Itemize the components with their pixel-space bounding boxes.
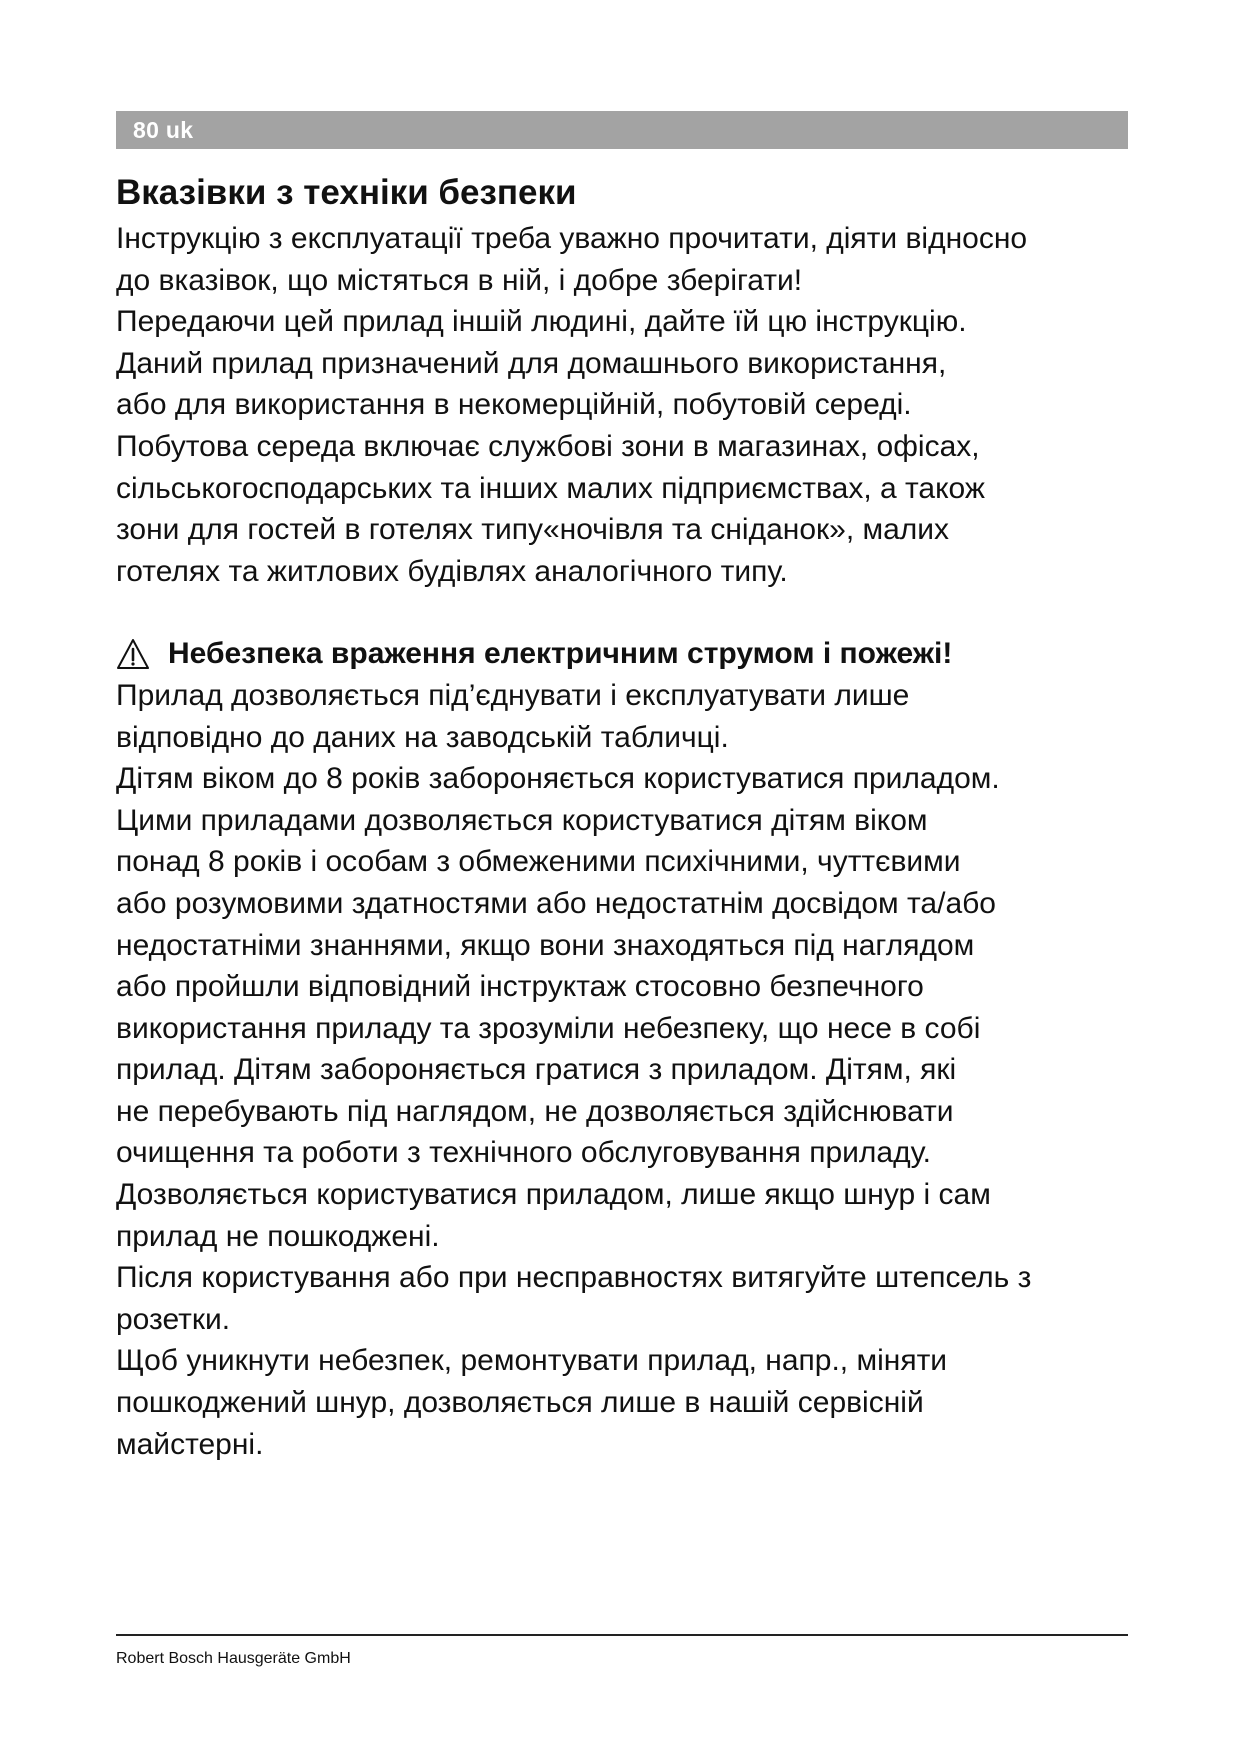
page-header-bar [116,111,1128,149]
footer-divider [116,1634,1128,1636]
text-line: Даний прилад призначений для домашнього використання, [116,346,947,380]
text-line: до вказівок, що містяться в ній, і добре зберігати! [116,263,803,297]
text-line: Дозволяється користуватися приладом, лише якщо шнур і сам [116,1178,991,1212]
paragraph-spacer [116,592,1146,633]
warning-heading-text: Небезпека враження електричним струмом і пожежі! [168,637,953,671]
text-line: або пройшли відповідний інструктаж стосовно безпечного [116,970,924,1004]
text-line: прилад. Дітям забороняється гратися з приладом. Дітям, які [116,1053,957,1087]
text-line: Інструкцію з експлуатації треба уважно прочитати, діяти відносно [116,222,1028,255]
section-heading: Вказівки з техніки безпеки [116,173,577,212]
text-line: розетки. [116,1302,231,1336]
text-line: сільськогосподарських та інших малих підприємствах, а також [116,471,985,505]
text-line: або для використання в некомерційній, побутовій середі. [116,388,912,422]
text-line: готелях та житлових будівлях аналогічного типу. [116,554,788,588]
text-line: Дітям віком до 8 років забороняється користуватися приладом. [116,762,1000,796]
text-line: використання приладу та зрозуміли небезпеку, що несе в собі [116,1011,981,1045]
warning-triangle-icon [116,638,150,670]
text-line: Щоб уникнути небезпек, ремонтувати прилад, напр., міняти [116,1344,948,1378]
text-line: Прилад дозволяється під’єднувати і експлуатувати лише [116,678,910,712]
text-line: прилад не пошкоджені. [116,1219,440,1253]
text-line: очищення та роботи з технічного обслуговування приладу. [116,1136,931,1170]
text-line: зони для гостей в готелях типу«ночівля та сніданок», малих [116,513,950,547]
text-line: пошкоджений шнур, дозволяється лише в нашій сервісній [116,1386,924,1420]
text-line: недостатніми знаннями, якщо вони знаходяться під наглядом [116,928,975,962]
text-line: Побутова середа включає службові зони в магазинах, офісах, [116,429,980,463]
text-line: не перебувають під наглядом, не дозволяється здійснювати [116,1094,954,1128]
footer-company: Robert Bosch Hausgeräte GmbH [116,1650,351,1667]
text-line: понад 8 років і особам з обмеженими психічними, чуттєвими [116,845,961,879]
text-line: Цими приладами дозволяється користуватися дітям віком [116,803,928,837]
page-number-label: 80 uk [133,116,194,143]
main-content [116,168,1146,1465]
text-line: Після користування або при несправностях витягуйте штепсель з [116,1261,1032,1295]
text-line: відповідно до даних на заводській табличці. [116,720,729,754]
text-line: або розумовими здатностями або недостатнім досвідом та/або [116,886,996,920]
warning-heading [116,633,1146,675]
text-line: майстерні. [116,1427,264,1461]
text-line: Передаючи цей прилад іншій людині, дайте їй цю інструкцію. [116,305,967,339]
warning-paragraph [116,675,1146,1465]
intro-paragraph [116,218,1146,592]
